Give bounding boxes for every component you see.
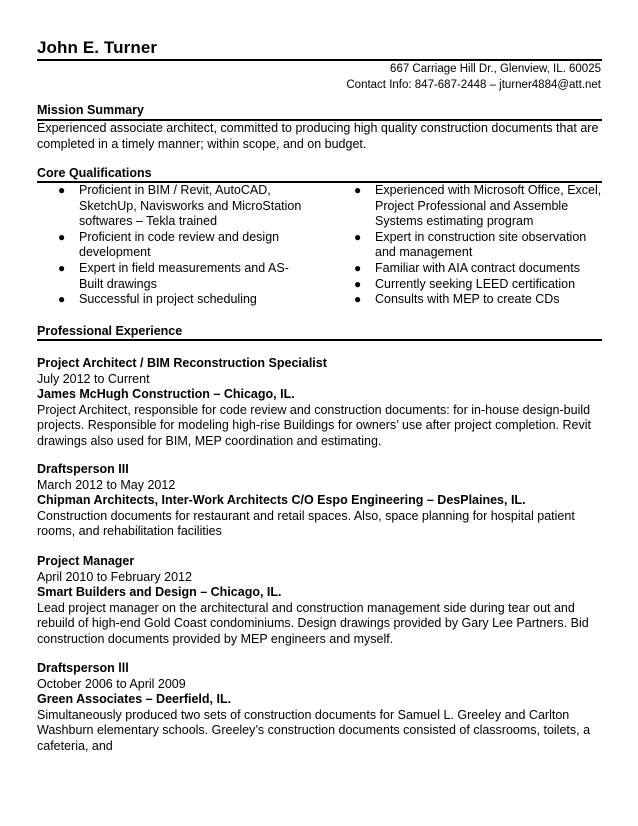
job-company: James McHugh Construction – Chicago, IL. — [37, 387, 295, 402]
job-company: Green Associates – Deerfield, IL. — [37, 692, 232, 707]
qualification-item: ● Expert in field measurements and AS-Built drawings — [58, 260, 289, 291]
qualification-item: ● Consults with MEP to create CDs — [354, 292, 560, 307]
contact-line: Contact Info: 847-687-2448 – jturner4884@att.net — [346, 79, 601, 91]
qualification-item: ● Currently seeking LEED certification — [354, 276, 576, 291]
qualifications-right-column — [353, 183, 608, 308]
experience-rule — [37, 339, 602, 341]
contact-block — [346, 61, 601, 93]
job-description: Simultaneously produced two sets of construction documents for Samuel L. Greeley and Carlton Washburn elementary schools. Greeley’s construction documents consisted of classrooms, toilets, a cafeteria, and — [37, 707, 591, 753]
bullet-icon: ● — [354, 260, 362, 275]
candidate-name: John E. Turner — [37, 38, 158, 57]
bullet-icon: ● — [354, 292, 362, 307]
job-entry — [37, 661, 607, 755]
qualification-item: ● Familiar with AIA contract documents — [354, 260, 580, 275]
job-entry — [37, 356, 607, 450]
bullet-icon: ● — [354, 229, 362, 244]
job-title: Project Manager — [37, 554, 135, 568]
bullet-icon: ● — [58, 229, 66, 244]
job-title: Draftsperson III — [37, 462, 129, 476]
qualification-item: ● Expert in construction site observation and management — [354, 229, 587, 260]
bullet-icon: ● — [58, 183, 66, 197]
job-company: Smart Builders and Design – Chicago, IL. — [37, 585, 282, 600]
job-entry — [37, 554, 607, 648]
qualification-item: ● Proficient in BIM / Revit, AutoCAD, SketchUp, Navisworks and MicroStation softwares – Tekla trained — [58, 183, 302, 229]
job-title: Draftsperson lll — [37, 661, 129, 675]
bullet-icon: ● — [354, 183, 362, 197]
job-dates: October 2006 to April 2009 — [37, 676, 186, 691]
mission-heading: Mission Summary — [37, 103, 144, 117]
experience-heading: Professional Experience — [37, 324, 183, 338]
bullet-icon: ● — [354, 276, 362, 291]
job-description: Lead project manager on the architectural and construction management side during tear out and rebuild of high-end Gold Coast condominiums. Design drawings provided by Gary Lee Partners. Bid construction documents provided by MEP engineers and myself. — [37, 600, 589, 646]
qualification-item: ● Experienced with Microsoft Office, Excel, Project Professional and Assemble Systems estimating program — [354, 183, 602, 229]
job-dates: July 2012 to Current — [37, 371, 150, 386]
bullet-icon: ● — [58, 292, 66, 307]
qualifications-left-column — [57, 183, 312, 308]
qualifications-heading: Core Qualifications — [37, 166, 152, 180]
address-line: 667 Carriage Hill Dr., Glenview, IL. 60025 — [390, 63, 601, 75]
job-company: Chipman Architects, Inter-Work Architects C/O Espo Engineering – DesPlaines, IL. — [37, 493, 526, 508]
qualification-item: ● Proficient in code review and design development — [58, 229, 280, 260]
job-description: Project Architect, responsible for code review and construction documents: for in-house design-build projects. Responsible for modeling high-rise Buildings for owners’ use after project completion. Revit drawings also used for BIM, MEP coordination and estimating. — [37, 402, 591, 448]
job-dates: March 2012 to May 2012 — [37, 477, 176, 492]
bullet-icon: ● — [58, 260, 66, 275]
job-dates: April 2010 to February 2012 — [37, 569, 192, 584]
qualification-item: ● Successful in project scheduling — [58, 292, 257, 307]
job-description: Construction documents for restaurant and retail spaces. Also, space planning for hospital patient rooms, and rehabilitation facilities — [37, 508, 575, 539]
job-title: Project Architect / BIM Reconstruction Specialist — [37, 356, 327, 370]
job-entry — [37, 462, 607, 540]
mission-text: Experienced associate architect, committed to producing high quality construction documents that are completed in a timely manner; within scope, and on budget. — [37, 121, 599, 151]
